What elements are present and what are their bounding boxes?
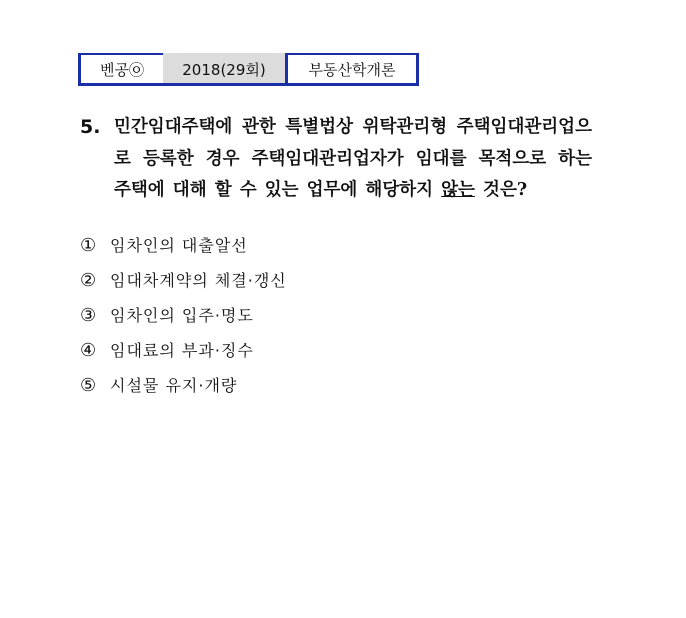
option-text: 임대차계약의 체결·갱신	[110, 271, 287, 290]
answer-option-2[interactable]	[80, 263, 560, 298]
answer-option-1[interactable]	[80, 228, 560, 263]
answer-options	[80, 228, 560, 403]
year-round-label: 2018(29회)	[163, 53, 285, 83]
question-text-main: 민간임대주택에 관한 특별법상 위탁관리형 주택임대관리업으로 등록한 경우 주택임대관리업자가 임대를 목적으로 하는 주택에 대해 할 수 있는 업무에 해당하지	[114, 117, 592, 200]
question-text-underlined: 않는	[441, 180, 475, 200]
question-block	[80, 112, 600, 207]
option-marker: ③	[80, 305, 97, 326]
course-label: 부동산학개론	[285, 53, 419, 83]
question-number: 5.	[80, 116, 101, 138]
subject-label: 벤공㉧	[78, 53, 163, 83]
option-marker: ①	[80, 235, 97, 256]
exam-header	[78, 53, 419, 86]
question-text-end: 것은?	[474, 180, 528, 200]
answer-option-3[interactable]	[80, 298, 560, 333]
option-marker: ⑤	[80, 375, 97, 396]
option-marker: ②	[80, 270, 97, 291]
answer-option-5[interactable]	[80, 368, 560, 403]
option-text: 시설물 유지·개량	[110, 376, 238, 395]
option-text: 임차인의 대출알선	[110, 236, 248, 255]
option-marker: ④	[80, 340, 97, 361]
option-text: 임대료의 부과·징수	[110, 341, 254, 360]
question-text	[114, 112, 592, 207]
answer-option-4[interactable]	[80, 333, 560, 368]
option-text: 임차인의 입주·명도	[110, 306, 254, 325]
